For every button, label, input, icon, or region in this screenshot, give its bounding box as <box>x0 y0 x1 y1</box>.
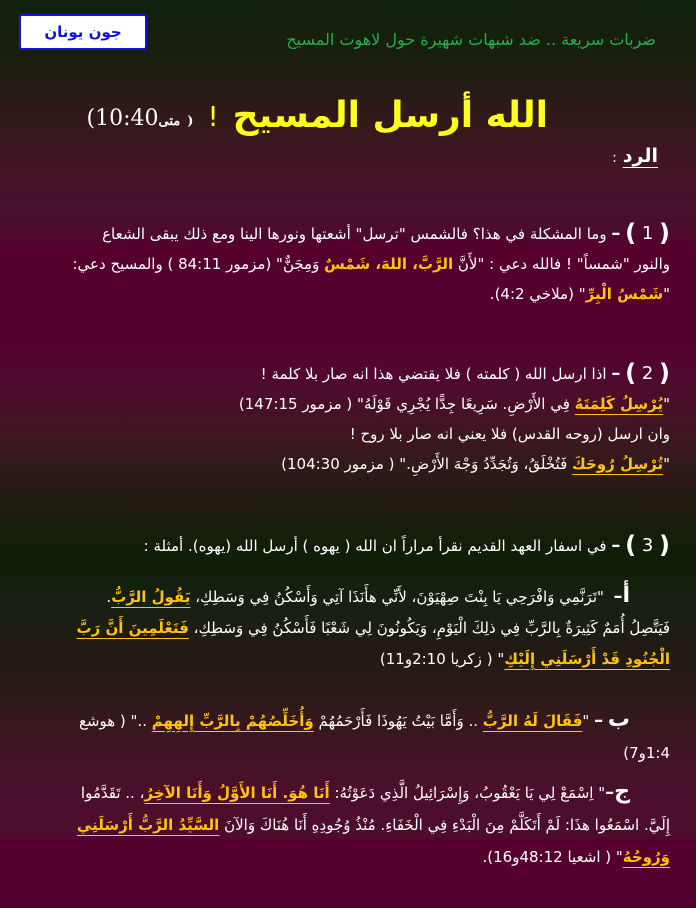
title-reference: ( متى10:40) <box>86 106 194 132</box>
highlight-text: تُرْسِلُ رُوحَكَ <box>572 455 664 473</box>
point-3-line-1: ( 3 ) – في اسفار العهد القديم نقرأ مراراً ان الله ( يهوه ) أرسل الله (يهوه). أمثلة : <box>143 531 670 559</box>
point-2-line-3: وان ارسل (روحه القدس) فلا يعني انه صار بلا روح ! <box>349 425 670 443</box>
author-button[interactable]: جون يونان <box>19 14 147 50</box>
page-title <box>86 78 548 136</box>
highlight-text: وَأُخَلِّصُهُمْ بِالرَّبِّ إِلهِهِمْ <box>151 712 314 730</box>
bullet-letter: أ <box>622 583 630 608</box>
reference-verse: 10:40) <box>86 106 159 132</box>
example-b-line-1: ب – "فَقَالَ لَهُ الرَّبُّ .. وَأَمَّا بَيْتُ يَهُوذَا فَأَرْحَمُهُمْ وَأُخَلِّصُهُمْ بِالرَّبِّ إِلهِهِمْ .." ( هوشع <box>78 707 630 732</box>
point-2-line-1: ( 2 ) – اذا ارسل الله ( كلمته ) فلا يقتضي هذا انه صار بلا كلمة ! <box>260 359 670 387</box>
example-b-line-2: 1:4و7) <box>623 744 670 762</box>
point-number: ( 3 ) <box>625 531 670 559</box>
example-a-line-2: فَيَتَّصِلُ أُمَمٌ كَثِيرَةٌ بِالرَّبِّ فِي ذلِكَ الْيَوْمِ، وَيَكُونُونَ لِي شَعْبًا فَأَسْكُنُ فِي وَسَطِكِ، فَتَعْلَمِينَ أَنَّ رَبَّ <box>76 619 670 637</box>
example-c-line-1: ج–" اِسْمَعْ لِي يَا يَعْقُوبُ، وَإِسْرَائِيلُ الَّذِي دَعَوْتُهُ: أَنَا هُوَ. أَنَا الأَوَّلُ وَأَنَا الآخِرُ، .. تَقَدَّمُوا <box>80 779 630 804</box>
point-1-line-2: والنور "شمساً" ! فالله دعي : "لأَنَّ الرَّبَّ، اللهَ، شَمْسٌ وَمِجَنٌّ" (مزمور 84:11 ) والمسيح دعي: <box>72 255 670 273</box>
point-number: ( 2 ) <box>625 359 670 387</box>
example-a-line-3: الْجُنُودِ قَدْ أَرْسَلَنِي إِلَيْكِ" ( زكريا 2:10و11) <box>379 650 670 668</box>
highlight-text: يُرْسِلُ كَلِمَتَهُ <box>574 395 664 413</box>
example-b <box>10 704 670 769</box>
example-a <box>10 580 670 675</box>
point-2-line-4: "تُرْسِلُ رُوحَكَ فَتُخْلَقُ، وَتُجَدِّدُ وَجْهَ الأَرْضِ." ( مزمور 104:30) <box>281 455 670 473</box>
highlight-text: أَنَا هُوَ. أَنَا الأَوَّلُ وَأَنَا الآخِرُ <box>144 784 330 802</box>
example-a-line-1: أ– "تَرَنَّمِي وَافْرَحِي يَا بِنْتَ صِهْيَوْنَ، لأَنِّي هأَنَذَا آتِي وَأَسْكُنُ فِي وَسَطِكِ، يَقُولُ الرَّبُّ. <box>106 583 630 608</box>
highlight-text: وَرُوحُهُ <box>622 848 670 866</box>
point-2-line-2: "يُرْسِلُ كَلِمَتَهُ فِي الأَرْضِ. سَرِيعًا جِدًّا يُجْرِي قَوْلَهُ" ( مزمور 147:15) <box>238 395 670 413</box>
point-3 <box>10 530 670 561</box>
highlight-text: الرَّبَّ، اللهَ، شَمْسٌ <box>324 255 454 273</box>
highlight-text: الْجُنُودِ قَدْ أَرْسَلَنِي إِلَيْكِ <box>504 650 670 668</box>
highlight-text: فَقَالَ لَهُ الرَّبُّ <box>482 712 583 730</box>
reference-book: متى <box>158 114 181 130</box>
highlight-text: فَتَعْلَمِينَ أَنَّ رَبَّ <box>76 619 189 637</box>
highlight-text: السَّيِّدُ الرَّبُّ أَرْسَلَنِي <box>76 816 220 834</box>
bullet-letter: ج <box>614 779 630 804</box>
example-c-line-3: وَرُوحُهُ" ( اشعيا 48:12و16). <box>482 848 670 866</box>
highlight-text: شَمْسُ الْبِرِّ <box>585 285 664 303</box>
point-1-line-3: "شَمْسُ الْبِرِّ" (ملاخي 4:2). <box>489 285 670 303</box>
highlight-text: يَقُولُ الرَّبُّ <box>111 588 191 606</box>
point-1 <box>10 218 670 309</box>
example-c-line-2: إِلَيَّ. اسْمَعُوا هذَا: لَمْ أَتَكَلَّمْ مِنَ الْبَدْءِ فِي الْخَفَاءِ. مُنْذُ وُجُودِهِ أَنَا هُنَاكَ وَالآنَ السَّيِّدُ الرَّبُّ أَرْسَلَنِي <box>76 816 670 834</box>
point-number: ( 1 ) <box>625 219 670 247</box>
bullet-letter: ب <box>607 707 630 732</box>
point-1-line-1: ( 1 ) – وما المشكلة في هذا؟ فالشمس "ترسل" أشعتها ونورها الينا ومع ذلك يبقى الشعاع <box>102 219 670 247</box>
point-2 <box>10 358 670 479</box>
reply-heading: الرد: <box>612 145 658 167</box>
series-title[interactable]: ضربات سريعة .. ضد شبهات شهيرة حول لاهوت المسيح <box>286 30 656 49</box>
headline: الله أرسل المسيح <box>232 95 548 136</box>
example-c <box>10 776 670 873</box>
exclamation: ! <box>207 100 219 134</box>
